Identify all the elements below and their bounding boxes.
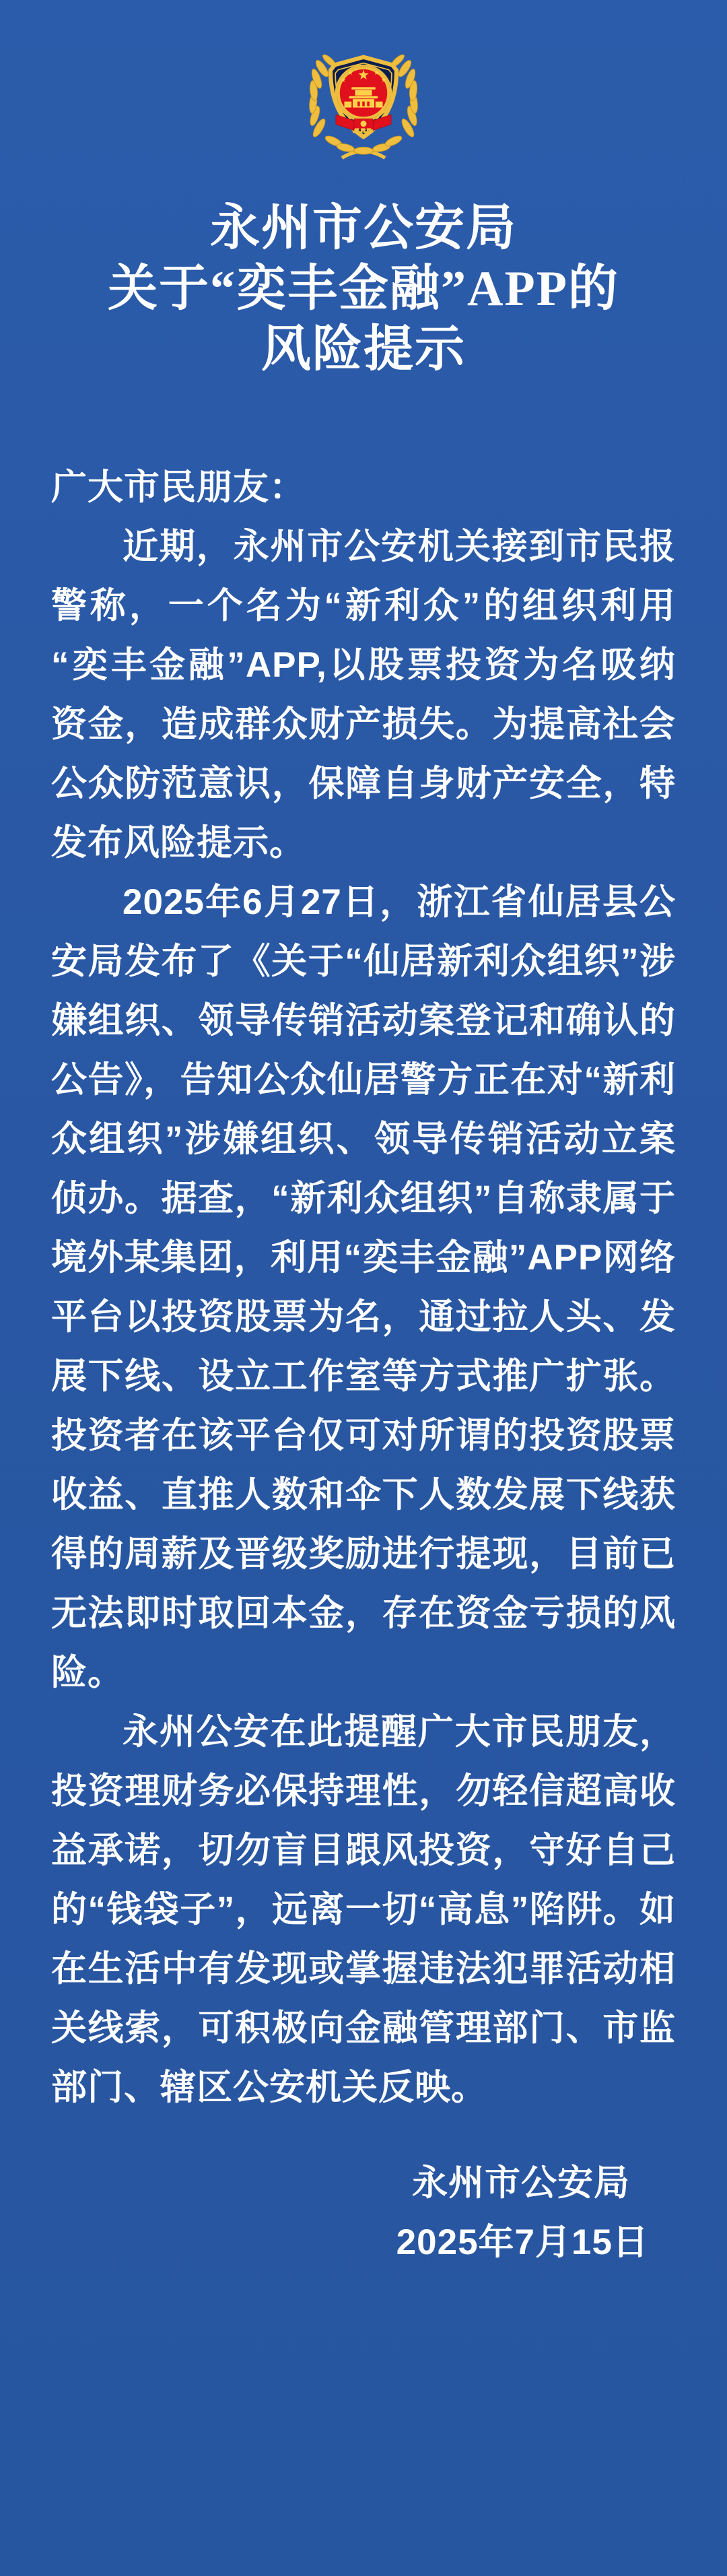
notice-body <box>51 458 676 2117</box>
title-line-1: 永州市公安局 <box>210 201 517 256</box>
signature-org: 永州市公安局 <box>412 2163 630 2203</box>
signature-block <box>0 2154 727 2272</box>
salutation: 广大市民朋友： <box>51 467 306 507</box>
page-title <box>27 198 700 380</box>
badge-container <box>0 0 727 168</box>
title-line-2: 关于“奕丰金融”APP的 <box>108 261 619 317</box>
police-badge-icon <box>298 39 429 166</box>
body-paragraph-2: 2025年6月27日，浙江省仙居县公安局发布了《关于“仙居新利众组织”涉嫌组织、领导传销活动案登记和确认的公告》，告知公众仙居警方正在对“新利众组织”涉嫌组织、领导传销活动立案侦办。据查，“新利众组织”自称隶属于境外某集团，利用“奕丰金融”APP网络平台以投资股票为名，通过拉人头、发展下线、设立工作室等方式推广扩张。投资者在该平台仅可对所谓的投资股票收益、直推人数和伞下人数发展下线获得的周薪及晋级奖励进行提现，目前已无法即时取回本金，存在资金亏损的风险。 <box>51 882 676 1692</box>
signature-date: 2025年7月15日 <box>396 2222 649 2262</box>
body-paragraph-1: 近期，永州市公安机关接到市民报警称，一个名为“新利众”的组织利用“奕丰金融”APP,以股票投资为名吸纳资金，造成群众财产损失。为提高社会公众防范意识，保障自身财产安全，特发布风险提示。 <box>51 527 676 863</box>
body-paragraph-3: 永州公安在此提醒广大市民朋友，投资理财务必保持理性，勿轻信超高收益承诺，切勿盲目跟风投资，守好自己的“钱袋子”，远离一切“高息”陷阱。如在生活中有发现或掌握违法犯罪活动相关线索，可积极向金融管理部门、市监部门、辖区公安机关反映。 <box>51 1712 676 2107</box>
title-line-3: 风险提示 <box>261 322 466 377</box>
